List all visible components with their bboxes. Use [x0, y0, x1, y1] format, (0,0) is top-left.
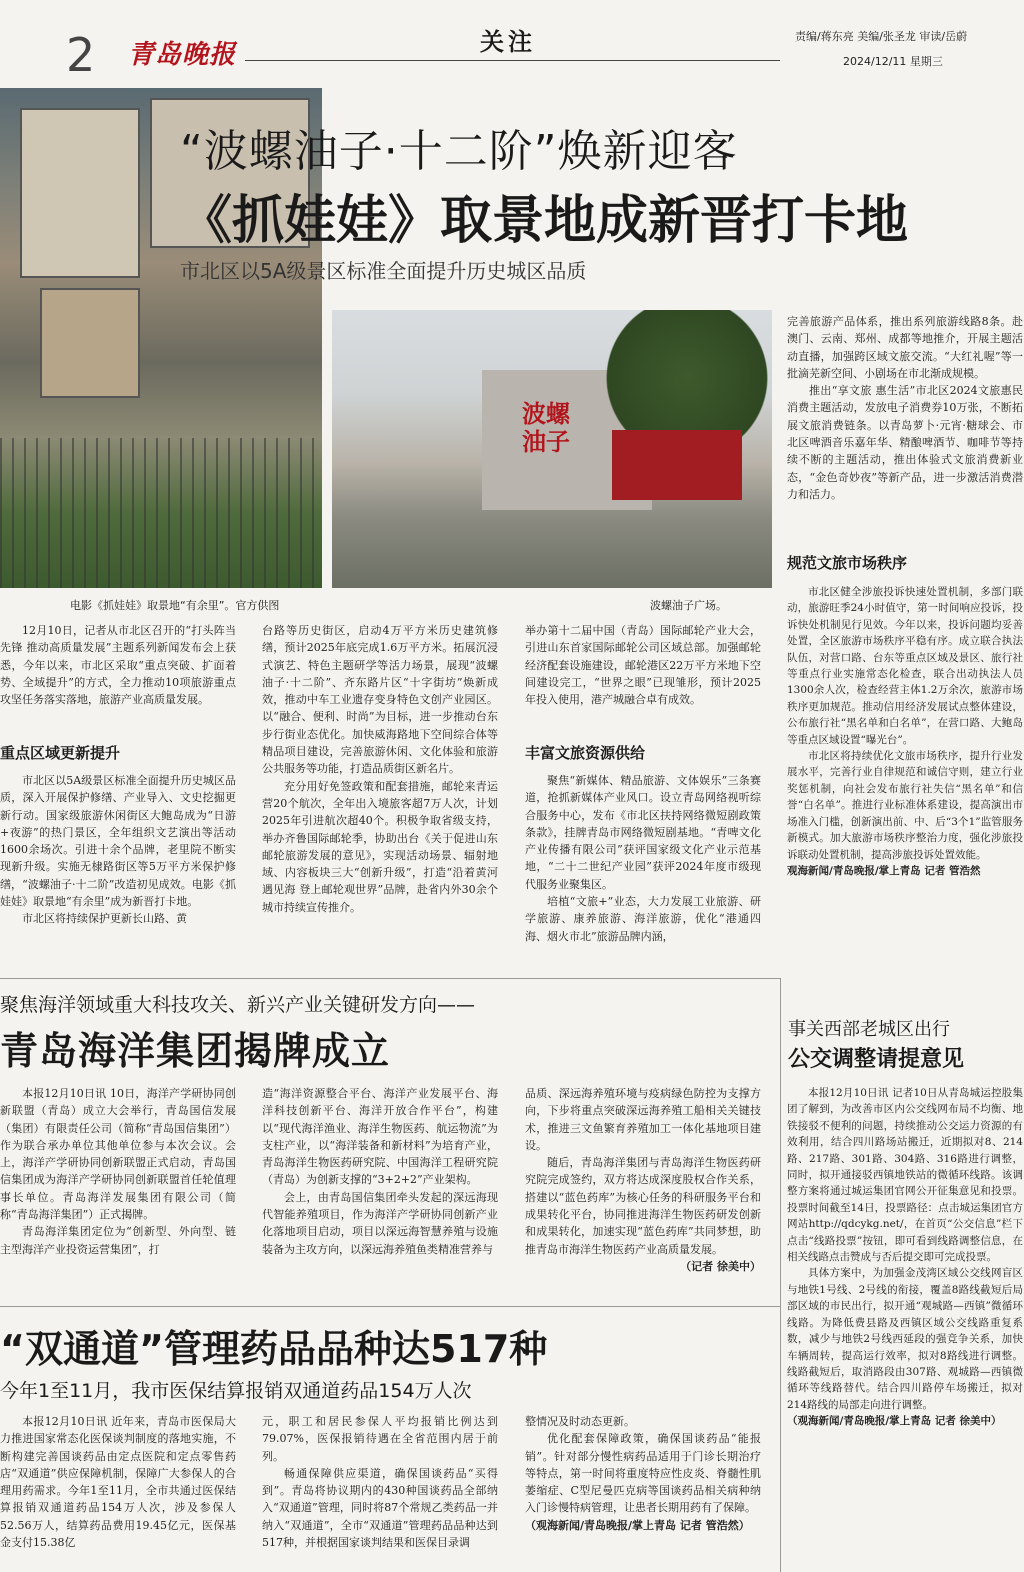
story2-col2-para2: 会上，由青岛国信集团牵头发起的深远海现代智能养殖项目，作为海洋产学研协同创新产业化落地项目启动，项目以深远海智慧养殖与设施装备为主攻方向，以深远海养殖鱼类精准营养与: [262, 1190, 498, 1256]
story2-col3: [525, 1085, 761, 1275]
story1-col4-para2: 推出“享文旅 惠生活”市北区2024文旅惠民消费主题活动，发放电子消费券10万张，不断拓展文旅消费链条。以青岛萝卜·元宵·糖球会、市北区啤酒音乐嘉年华、精酿啤酒节、咖啡节等持续不断的主题活动，推出体验式文旅消费新业态，“金色奇妙夜”等新产品，进一步激活消费潜力和活力。: [787, 384, 1023, 501]
story4-title: 公交调整请提意见: [788, 1047, 965, 1072]
story2-col3-para2: 随后，青岛海洋集团与青岛海洋生物医药研究院完成签约，双方将达成深度股权合作关系，搭建以“蓝色药库”为核心任务的科研服务平台和成果转化平台，协同推进海洋生物医药研发创新和成果转化，加速实现“蓝色药库”共同梦想，助推青岛市海洋生物医药产业高质量发展。: [525, 1156, 761, 1256]
story2-col2-para: 造“海洋资源整合平台、海洋产业发展平台、海洋科技创新平台、海洋开放合作平台”，构建以“现代海洋渔业、海洋生物医药、航运物流”为支柱产业，以“海洋装备和新材料”为培育产业，青岛海洋生物医药研究院、中国海洋工程研究院（青岛）为创新支撑的“3+2+2”产业架构。: [262, 1087, 498, 1187]
photo2-caption: 波螺油子广场。: [650, 599, 727, 612]
story1-col1-para2: 市北区将持续保护更新长山路、黄: [22, 912, 187, 926]
editors-credit: 责编/蒋东亮 美编/张圣龙 审读/岳蔚: [795, 30, 968, 43]
story3-col1-para: 本报12月10日讯 近年来，青岛市医保局大力推进国家常态化医保谈判制度的落地实施，不断构建完善国谈药品由定点医院和定点零售药店“双通道”供应保障机制，保障广大参保人的合理用药需求。今年1至11月，全市共通过医保结算报销双通道药品154万人次，涉及参保人52.56万人，结算药品费用19.45亿元，医保基金支付15.38亿: [0, 1415, 236, 1550]
story1-col3: [525, 622, 761, 708]
headline-line1: “波螺油子·十二阶”焕新迎客: [180, 126, 738, 177]
story1-col1-body: [0, 772, 236, 928]
story4-body: [787, 1085, 1023, 1430]
story2-col2: [262, 1085, 498, 1258]
story1-col3-para2: 聚焦“新媒体、精品旅游、文体娱乐”三条赛道，抢抓新媒体产业风口。设立青岛网络视听综合服务中心，发布《市北区扶持网络微短剧政策条款》，挂牌青岛市网络微短剧基地。“青啤文化产业传播有限公司”获评国家级文化产业示范基地，“二十二世纪产业园”获评2024年度市级现代服务业聚集区。: [525, 774, 761, 891]
story4-para1: 本报12月10日讯 记者10日从青岛城运控股集团了解到，为改善市区内公交线网布局不均衡、地铁接驳不便利的问题，持续推动公交运力资源的有效利用，结合四川路场站搬迁，近期拟对8、214路、217路、301路、304路、316路进行调整，同时，拟开通接驳西镇地铁站的微循环线路。该调整方案将通过城运集团官网公开征集意见和投票。投票时间截至14日，投票路径：点击城运集团官方网站http://qdcykg.net/，在首页“公交信息”栏下点击“线路投票”按钮，即可看到线路调整信息，在相关线路点击赞成与否后提交即可完成投票。: [787, 1087, 1023, 1264]
story3-col1: [0, 1413, 236, 1551]
story2-col3-para: 品质、深远海养殖环境与疫病绿色防控为支撑方向，下步将重点突破深远海养殖工船相关关键技术，推进三文鱼繁育养殖加工一体化基地项目建设。: [525, 1087, 761, 1152]
photo-sign-text: 波螺油子: [522, 399, 570, 456]
story3-col3-para: 整情况及时动态更新。: [525, 1415, 635, 1428]
issue-date: 2024/12/11 星期三: [843, 55, 943, 68]
story3-col2: [262, 1413, 498, 1551]
story1-col4-para4: 市北区将持续优化文旅市场秩序，提升行业发展水平，完善行业自律规范和诚信守则，建立行业奖惩机制，向社会发布旅行社失信“黑名单”和信誉“白名单”。推进行业标准体系建设，提高演出市场准入门槛，创新演出前、中、后“3个1”监管服务新模式。加大旅游市场秩序整治力度，强化涉旅投诉联动处置机制，提高涉旅投诉处置效能。: [787, 750, 1023, 861]
story1-col4: [787, 313, 1023, 503]
story1-intro: 12月10日，记者从市北区召开的“打头阵当先锋 推动高质量发展”主题系列新闻发布会上获悉，今年以来，市北区采取“重点突破、扩面着势、全域提升”的方式，全力推动10项旅游重点攻坚任务落实落地，旅游产业高质量发展。: [0, 624, 236, 707]
story1-col3-para3: 培植“文旅+”业态，大力发展工业旅游、研学旅游、康养旅游、海洋旅游，优化“港通四海、烟火市北”旅游品牌内涵，: [525, 895, 761, 943]
story2-byline: （记者 徐美中）: [680, 1259, 761, 1273]
story4-kicker: 事关西部老城区出行: [788, 1019, 950, 1040]
header-rule: [245, 60, 780, 61]
photo1-caption: 电影《抓娃娃》取景地“有余里”。官方供图: [70, 599, 280, 612]
story1-col2: [262, 622, 498, 916]
story3-col2-para: 元，职工和居民参保人平均报销比例达到79.07%，医保报销待遇在全省范围内居于前列。: [262, 1415, 498, 1463]
story1-subhead3: 规范文旅市场秩序: [787, 554, 908, 572]
story1-col3-para: 举办第十二届中国（青岛）国际邮轮产业大会，引进山东首家国际邮轮公司区域总部。加强邮轮经济配套设施建设，邮轮港区22万平方米地下空间建设完工，“世界之眼”已现雏形，预计2025年投入使用，港产城融合卓有成效。: [525, 624, 761, 707]
divider-story2: [0, 978, 780, 979]
story4-para2: 具体方案中，为加强金茂湾区域公交线网盲区与地铁1号线、2号线的衔接，覆盖8路线截短后局部区域的市民出行，拟开通“观城路—西镇”微循环线路。为降低费县路及西镇区域公交线路重复系数，减少与地铁2号线西延段的强竞争关系，加快车辆周转，提高运行效率，拟对8路线进行调整。线路截短后，取消路段由307路、观城路—西镇微循环等线路替代。结合四川路停车场搬迁，拟对214路线的局部走向进行调整。: [787, 1267, 1023, 1411]
story1-subhead2: 丰富文旅资源供给: [525, 744, 646, 762]
story2-kicker: 聚焦海洋领域重大科技攻关、新兴产业关键研发方向——: [0, 994, 476, 1016]
story2-title: 青岛海洋集团揭牌成立: [0, 1029, 391, 1073]
story1-subhead1: 重点区域更新提升: [0, 744, 121, 762]
page-number: 2: [66, 28, 96, 82]
story2-col1-para: 本报12月10日讯 10日，海洋产学研协同创新联盟（青岛）成立大会举行，青岛国信发展（集团）有限责任公司（简称“青岛国信集团”）作为联合承办单位其他单位参与本次会议。会上，海洋产学研协同创新联盟正式启动，青岛国信集团成为海洋产学研协同创新联盟首任轮值理事长单位。青岛海洋发展集团有限公司（简称“青岛海洋集团”）正式揭牌。: [0, 1087, 236, 1222]
story1-col2-para: 台路等历史街区，启动4万平方米历史建筑修缮，预计2025年底完成1.6万平方米。拓展沉浸式演艺、特色主题研学等活力场景，展现“波螺油子·十二阶”、齐东路片区“十字街坊”焕新成效，推动中车工业遗存变身特色文创产业园区。以“融合、便利、时尚”为目标，进一步推动台东步行街业态优化。加快威海路地下空间综合体等精品项目建设，完善旅游休闲、文化体验和旅游公共服务等功能，打造品质街区新名片。: [262, 624, 498, 776]
story2-col1-para2: 青岛海洋集团定位为“创新型、外向型、链主型海洋产业投资运营集团”，打: [0, 1225, 236, 1256]
subheadline: 市北区以5A级景区标准全面提升历史城区品质: [180, 259, 587, 283]
divider-story3: [0, 1306, 780, 1307]
story1-col1-para: 市北区以5A级景区标准全面提升历史城区品质，深入开展保护修缮、产业导入、文史挖掘更新行动。国家级旅游休闲街区大鲍岛成为“日游+夜游”的热门景区，全年组织文艺演出等活动1600余场次。引进十余个品牌，老里院不断实现新升级。实施无棣路街区等5万平方米保护修缮，“波螺油子·十二阶”改造初见成效。电影《抓娃娃》取景地“有余里”成为新晋打卡地。: [0, 774, 236, 909]
story3-col2-para2: 畅通保障供应渠道，确保国谈药品“买得到”。青岛将协议期内的430种国谈药品全部纳入“双通道”管理，同时将87个常规乙类药品一并纳入“双通道”，全市“双通道”管理药品品种达到517种，并根据国家谈判结果和医保目录调: [262, 1466, 498, 1550]
story3-col3-para2: 优化配套保障政策，确保国谈药品“能报销”。针对部分慢性病药品适用于门诊长期治疗等特点，第一时间将重度特应性皮炎、脊髓性肌萎缩症、C型尼曼匹克病等国谈药品相关病种纳入门诊慢特病管理，让患者长期用药有了保障。: [525, 1432, 761, 1515]
story1-col3-body: [525, 772, 761, 945]
story1-col4-body: [787, 584, 1023, 879]
story2-col1: [0, 1085, 236, 1258]
story3-title: “双通道”管理药品品种达517种: [0, 1327, 548, 1371]
masthead-logo: 青岛晚报: [128, 40, 237, 70]
story3-col3: [525, 1413, 761, 1534]
headline-line2: 《抓娃娃》取景地成新晋打卡地: [180, 191, 909, 251]
story4-byline: （观海新闻/青岛晚报/掌上青岛 记者 徐美中）: [787, 1415, 1002, 1428]
photo-boluoyouzi-square: [332, 310, 772, 588]
divider-vertical: [780, 978, 781, 1572]
section-title: 关注: [480, 28, 536, 56]
story1-col4-para: 完善旅游产品体系，推出系列旅游线路8条。赴澳门、云南、郑州、成都等地推介，开展主题活动直播，加强跨区域文旅交流。“大红礼喔”等一批滴芜新空间、小剧场在市北渐成规模。: [787, 315, 1023, 380]
story1-byline: 观海新闻/青岛晚报/掌上青岛 记者 管浩然: [787, 864, 981, 877]
story1-col4-para3: 市北区健全涉旅投诉快速处置机制，多部门联动，旅游旺季24小时值守，第一时间响应投诉，投诉快处机制见行见效。今年以来，投诉问题均妥善处置，全区旅游市场秩序平稳有序。成立联合执法队伍，对营口路、台东等重点区域及景区、旅行社等重点行业实施常态化检查，联合出动执法人员1300余人次，检查经营主体1.2万余次，旅游市场秩序更加规范。推动信用经济发展试点整体建设，公布旅行社“黑名单和白名单”，在营口路、大鲍岛等重点区域设置“曝光台”。: [787, 586, 1023, 746]
story1-col1: [0, 622, 236, 708]
story1-col2-para2: 充分用好免签政策和配套措施，邮轮来青运营20个航次，全年出入境旅客超7万人次，计划2025年引进航次超40个。积极争取省级支持，举办齐鲁国际邮轮季，协助出台《关于促进山东邮轮旅游发展的意见》，实现活动场景、辐射地域、内容板块三大“创新升级”，打造“沿着黄河遇见海 登上邮轮观世界”品牌，赴省内外30余个城市持续宣传推介。: [262, 779, 498, 914]
story3-byline: （观海新闻/青岛晚报/掌上青岛 记者 管浩然）: [525, 1518, 750, 1532]
story3-subtitle: 今年1至11月，我市医保结算报销双通道药品154万人次: [0, 1380, 472, 1402]
